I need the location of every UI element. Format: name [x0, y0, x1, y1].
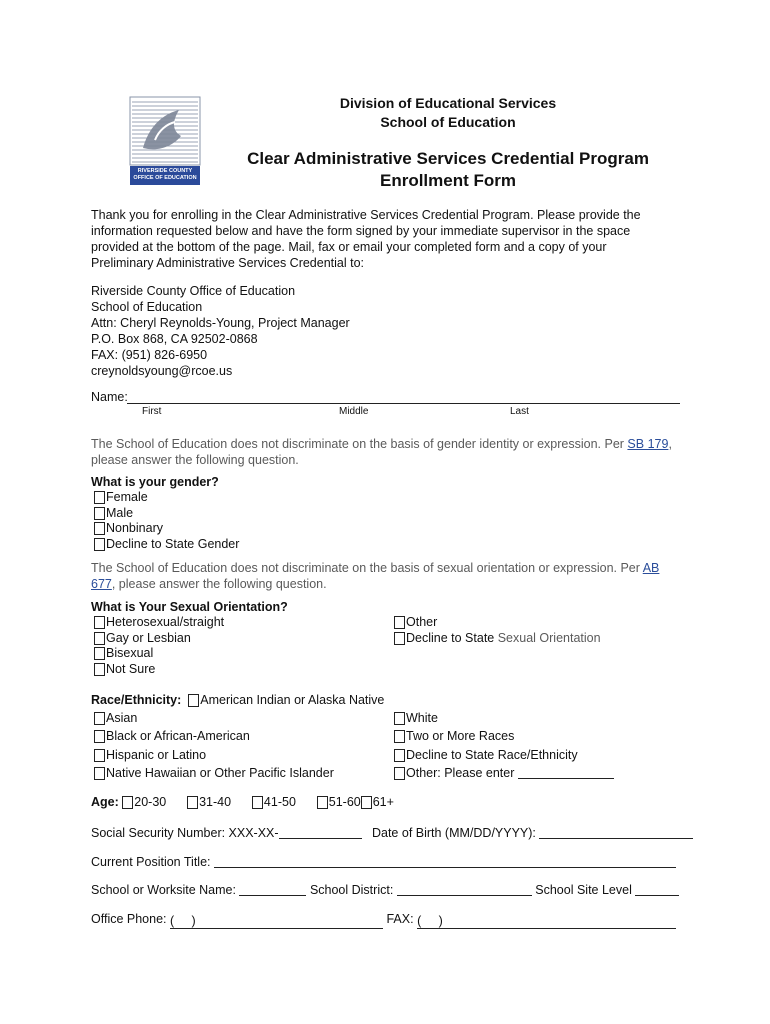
orientation-option[interactable]	[94, 631, 224, 647]
checkbox[interactable]	[394, 749, 405, 762]
age-option-label: 41-50	[263, 795, 296, 809]
ssn-label: Social Security Number: XXX-XX-	[91, 826, 279, 840]
intro-line: information requested below and have the form signed by your immediate supervisor in the space	[91, 224, 631, 238]
office-phone-label: Office Phone:	[91, 912, 167, 926]
checkbox[interactable]	[94, 632, 105, 645]
orientation-options-left	[94, 615, 224, 678]
email-address: creynoldsyoung@rcoe.us	[91, 364, 233, 378]
orientation-option[interactable]	[94, 646, 224, 662]
intro-line: provided at the bottom of the page. Mail, fax or email your completed form and a copy of your	[91, 240, 607, 254]
option-label: Not Sure	[106, 662, 156, 677]
checkbox[interactable]	[94, 712, 105, 725]
last-name-caption: Last	[510, 406, 529, 417]
worksite-row	[91, 883, 679, 897]
office-phone-input[interactable]	[170, 914, 383, 929]
race-option[interactable]	[394, 727, 614, 745]
option-label: Native Hawaiian or Other Pacific Islander	[106, 765, 334, 780]
checkbox[interactable]	[361, 796, 372, 809]
gender-option-male[interactable]	[94, 506, 239, 522]
checkbox[interactable]	[94, 767, 105, 780]
option-label-suffix: Sexual Orientation	[497, 630, 601, 645]
school-heading: School of Education	[380, 114, 516, 130]
worksite-input[interactable]	[239, 883, 306, 896]
fax-input[interactable]	[417, 914, 676, 929]
option-label: Black or African-American	[106, 729, 250, 744]
option-label: Two or More Races	[406, 729, 515, 744]
middle-name-caption: Middle	[339, 406, 369, 417]
fax-area-code: ( )	[417, 914, 443, 928]
worksite-label: School or Worksite Name:	[91, 883, 236, 897]
intro-paragraph	[91, 207, 681, 271]
orientation-option[interactable]	[94, 615, 224, 631]
sb179-link[interactable]: SB 179	[627, 437, 669, 451]
form-title-line2: Enrollment Form	[379, 171, 516, 190]
site-level-input[interactable]	[635, 883, 679, 896]
ab677-link-part1[interactable]: AB	[642, 561, 660, 575]
race-other-input[interactable]	[518, 766, 614, 779]
gender-notice-text: The School of Education does not discriminate on the basis of gender identity or expression. Per	[91, 437, 628, 451]
checkbox[interactable]	[188, 694, 199, 707]
gender-option-nonbinary[interactable]	[94, 521, 239, 537]
race-option-other[interactable]	[394, 764, 614, 782]
ssn-dob-row	[91, 826, 693, 840]
rcoe-logo	[129, 96, 201, 186]
checkbox[interactable]	[394, 632, 405, 645]
option-label: Male	[106, 505, 134, 520]
race-option[interactable]	[94, 709, 334, 727]
option-label: Other	[406, 615, 438, 629]
checkbox[interactable]	[94, 522, 105, 535]
race-option[interactable]	[94, 764, 334, 782]
intro-line: Preliminary Administrative Services Credential to:	[91, 256, 365, 270]
dob-label: Date of Birth (MM/DD/YYYY):	[371, 826, 536, 840]
gender-notice-line2: please answer the following question.	[91, 453, 299, 467]
checkbox[interactable]	[394, 730, 405, 743]
race-option-american-indian: American Indian or Alaska Native	[200, 693, 385, 707]
age-option-label: 20-30	[134, 795, 167, 809]
option-label: Decline to State	[406, 630, 498, 645]
gender-notice-comma: ,	[668, 437, 672, 451]
ab677-link-part2[interactable]: 677	[91, 577, 112, 591]
race-options-right	[394, 709, 614, 782]
gender-option-decline[interactable]	[94, 537, 239, 553]
checkbox[interactable]	[94, 647, 105, 660]
checkbox[interactable]	[394, 616, 405, 629]
name-label: Name:	[91, 390, 128, 404]
checkbox[interactable]	[187, 796, 198, 809]
checkbox[interactable]	[394, 712, 405, 725]
dob-input[interactable]	[539, 826, 693, 839]
orientation-notice-line2: , please answer the following question.	[111, 577, 327, 591]
orientation-notice	[91, 560, 681, 592]
checkbox[interactable]	[122, 796, 133, 809]
orientation-question: What is Your Sexual Orientation?	[91, 600, 288, 614]
race-option[interactable]	[94, 727, 334, 745]
position-label: Current Position Title:	[91, 855, 211, 869]
orientation-options-right	[394, 615, 601, 646]
option-label: Gay or Lesbian	[106, 630, 191, 645]
orientation-notice-text: The School of Education does not discriminate on the basis of sexual orientation or expression. Per	[91, 561, 643, 575]
position-row	[91, 855, 676, 869]
race-option[interactable]	[94, 746, 334, 764]
form-title-line1: Clear Administrative Services Credential Program	[247, 149, 649, 168]
phone-fax-row	[91, 912, 676, 929]
mailing-address	[91, 283, 681, 379]
checkbox[interactable]	[94, 749, 105, 762]
option-label: Decline to State Race/Ethnicity	[406, 747, 578, 762]
option-label: Hispanic or Latino	[106, 747, 207, 762]
gender-option-female[interactable]	[94, 490, 239, 506]
gender-notice	[91, 436, 681, 468]
address-line: School of Education	[91, 300, 203, 314]
first-name-caption: First	[142, 406, 162, 417]
address-line: P.O. Box 868, CA 92502-0868	[91, 332, 258, 346]
option-label: Female	[106, 490, 148, 504]
checkbox[interactable]	[394, 767, 405, 780]
checkbox[interactable]	[94, 730, 105, 743]
intro-line: Thank you for enrolling in the Clear Administrative Services Credential Program. Please provide the	[91, 208, 641, 222]
age-row	[91, 795, 394, 809]
district-input[interactable]	[397, 883, 532, 896]
race-header	[91, 693, 384, 707]
district-label: School District:	[309, 883, 394, 897]
option-label: Decline to State Gender	[106, 537, 240, 552]
orientation-option[interactable]	[94, 662, 224, 678]
checkbox[interactable]	[94, 491, 105, 504]
race-option[interactable]	[394, 746, 614, 764]
checkbox[interactable]	[94, 663, 105, 676]
orientation-option-other[interactable]	[394, 615, 601, 631]
division-heading: Division of Educational Services	[339, 95, 557, 111]
checkbox[interactable]	[94, 538, 105, 551]
address-line: Riverside County Office of Education	[91, 284, 296, 298]
option-label: White	[406, 711, 438, 725]
logo-text-line2: OFFICE OF EDUCATION	[133, 175, 197, 181]
checkbox[interactable]	[252, 796, 263, 809]
checkbox[interactable]	[317, 796, 328, 809]
option-label: Asian	[106, 711, 138, 725]
option-label: Bisexual	[106, 646, 154, 661]
logo-text-line1: RIVERSIDE COUNTY	[137, 168, 193, 174]
age-option-label: 31-40	[199, 795, 232, 809]
gender-options	[94, 490, 239, 553]
fax-label: FAX:	[386, 912, 414, 926]
option-label: Other: Please enter	[406, 765, 515, 780]
checkbox[interactable]	[94, 616, 105, 629]
site-level-label: School Site Level	[535, 883, 632, 897]
option-label: Heterosexual/straight	[106, 615, 225, 629]
orientation-option-decline[interactable]	[394, 631, 601, 647]
position-input[interactable]	[214, 855, 676, 868]
age-option-label: 61+	[372, 795, 394, 809]
gender-question: What is your gender?	[91, 475, 219, 489]
address-line: FAX: (951) 826-6950	[91, 348, 208, 362]
name-input-line[interactable]	[127, 403, 680, 404]
address-line: Attn: Cheryl Reynolds-Young, Project Manager	[91, 316, 350, 330]
race-option[interactable]	[394, 709, 614, 727]
ssn-input[interactable]	[279, 826, 362, 839]
race-options-left	[94, 709, 334, 782]
phone-area-code: ( )	[170, 914, 196, 928]
age-option-label: 51-60	[328, 795, 361, 809]
option-label: Nonbinary	[106, 521, 163, 536]
race-label: Race/Ethnicity:	[91, 693, 182, 707]
age-label: Age:	[91, 795, 119, 809]
checkbox[interactable]	[94, 507, 105, 520]
